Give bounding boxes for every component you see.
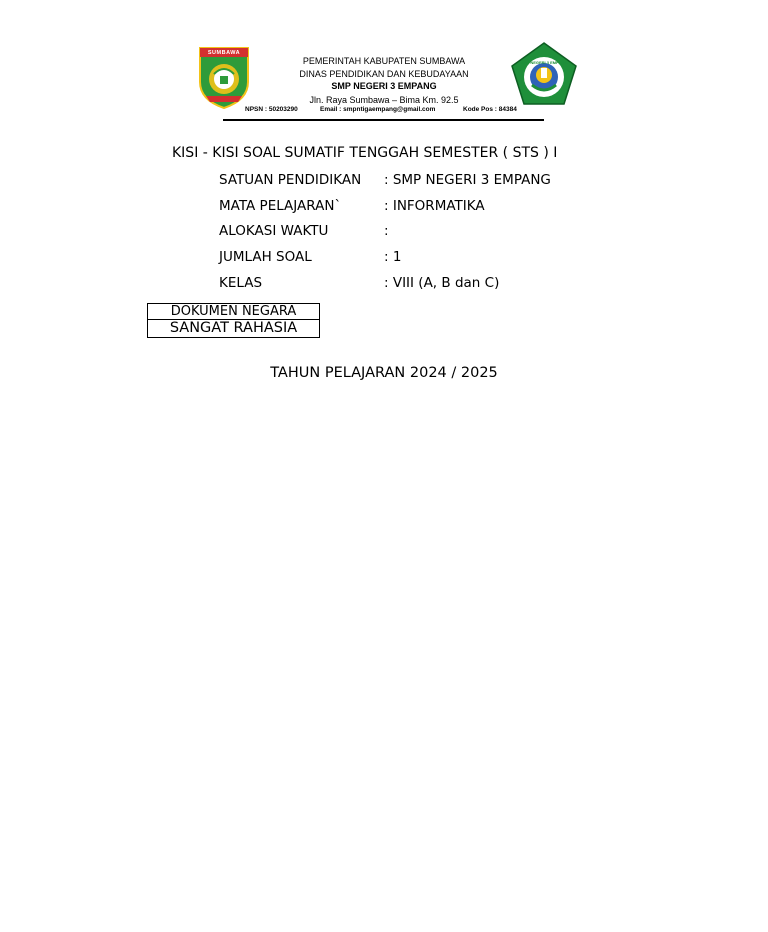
- sumbawa-regency-logo: [197, 46, 251, 110]
- info-value-subject: : INFORMATIKA: [384, 198, 485, 214]
- letterhead-email: Email : smpntigaempang@gmail.com: [320, 106, 436, 113]
- stamp-top-secret: SANGAT RAHASIA: [147, 319, 320, 338]
- info-label-subject: MATA PELAJARAN`: [219, 198, 342, 214]
- sumbawa-logo-text: SUMBAWA: [207, 50, 241, 56]
- school-logo: [510, 41, 578, 107]
- letterhead-address: Jln. Raya Sumbawa – Bima Km. 92.5: [309, 95, 459, 105]
- info-label-question-count: JUMLAH SOAL: [219, 249, 312, 265]
- school-year: TAHUN PELAJARAN 2024 / 2025: [270, 365, 498, 381]
- letterhead-npsn: NPSN : 50203290: [245, 106, 298, 113]
- info-value-time-allocation: :: [384, 223, 389, 239]
- info-value-question-count: : 1: [384, 249, 402, 265]
- document-title: KISI - KISI SOAL SUMATIF TENGGAH SEMESTER ( STS ) I: [172, 145, 558, 161]
- letterhead-divider: [223, 119, 544, 121]
- letterhead-school-name: SMP NEGERI 3 EMPANG: [331, 81, 437, 91]
- letterhead-postal-code: Kode Pos : 84384: [463, 106, 517, 113]
- stamp-state-document: DOKUMEN NEGARA: [147, 303, 320, 320]
- letterhead-government: PEMERINTAH KABUPATEN SUMBAWA: [302, 56, 466, 66]
- info-value-class: : VIII (A, B dan C): [384, 275, 500, 291]
- letterhead-department: DINAS PENDIDIKAN DAN KEBUDAYAAN: [299, 69, 469, 79]
- info-label-class: KELAS: [219, 275, 263, 291]
- school-logo-text: SMP NEGERI 3 EMPANG: [520, 60, 568, 65]
- info-label-time-allocation: ALOKASI WAKTU: [219, 223, 329, 239]
- info-label-education-unit: SATUAN PENDIDIKAN: [219, 172, 362, 188]
- info-value-education-unit: : SMP NEGERI 3 EMPANG: [384, 172, 551, 188]
